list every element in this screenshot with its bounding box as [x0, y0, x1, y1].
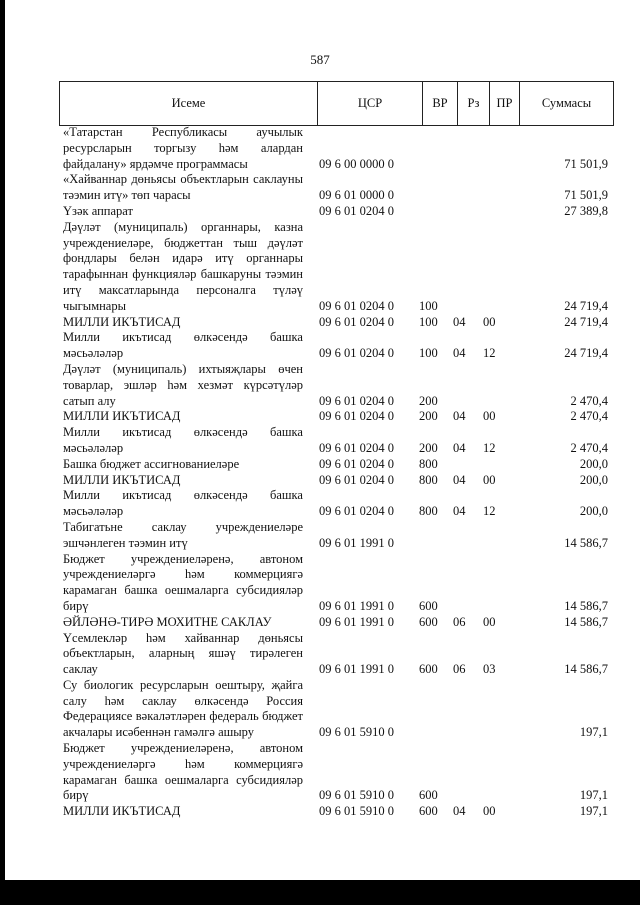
cell-sum: 14 586,7 — [564, 662, 608, 677]
cell-sum: 200,0 — [579, 504, 608, 519]
cell-sum: 2 470,4 — [570, 440, 608, 455]
cell-pr: 00 — [483, 472, 496, 487]
cell-name: Дәүләт (муниципаль) ихтыяҗлары өчен товарлар, эшләр һәм хезмәт күрсәтүләр сатып алу — [63, 361, 303, 408]
cell-name: Башка бюджет ассигнованиеләре — [63, 456, 240, 471]
table-row — [63, 552, 608, 615]
cell-pr: 12 — [483, 346, 496, 361]
cell-rz: 04 — [453, 472, 466, 487]
table-row — [63, 631, 608, 678]
cell-rz: 04 — [453, 440, 466, 455]
cell-name: Табигатьне саклау учреждениеләре эшчәнлеген тәэмин итү — [63, 519, 303, 550]
table-row — [63, 362, 608, 409]
cell-sum: 197,1 — [579, 788, 608, 803]
table-row — [63, 473, 608, 489]
cell-vr: 600 — [419, 662, 438, 677]
cell-name: Милли икътисад өлкәсендә башка мәсьәләләр — [63, 488, 303, 519]
table-row — [63, 409, 608, 425]
cell-pr: 12 — [483, 440, 496, 455]
table-row — [63, 457, 608, 473]
cell-sum: 200,0 — [579, 472, 608, 487]
scan-left-edge — [0, 0, 5, 880]
cell-name: Милли икътисад өлкәсендә башка мәсьәләләр — [63, 330, 303, 361]
cell-vr: 100 — [419, 314, 438, 329]
cell-vr: 800 — [419, 456, 438, 471]
cell-csr: 09 6 01 0204 0 — [319, 346, 394, 361]
table-row — [63, 425, 608, 457]
cell-pr: 03 — [483, 662, 496, 677]
cell-csr: 09 6 01 5910 0 — [319, 804, 394, 819]
cell-csr: 09 6 01 0204 0 — [319, 314, 394, 329]
cell-name: МИЛЛИ ИКЪТИСАД — [63, 472, 181, 487]
cell-vr: 100 — [419, 346, 438, 361]
cell-vr: 600 — [419, 788, 438, 803]
cell-csr: 09 6 01 0204 0 — [319, 440, 394, 455]
cell-csr: 09 6 01 1991 0 — [319, 662, 394, 677]
cell-name: МИЛЛИ ИКЪТИСАД — [63, 409, 181, 424]
cell-pr: 00 — [483, 614, 496, 629]
cell-sum: 197,1 — [579, 804, 608, 819]
cell-csr: 09 6 01 0204 0 — [319, 472, 394, 487]
cell-sum: 200,0 — [579, 456, 608, 471]
cell-rz: 04 — [453, 346, 466, 361]
cell-csr: 09 6 01 0204 0 — [319, 456, 394, 471]
table-row — [63, 315, 608, 331]
cell-pr: 12 — [483, 504, 496, 519]
cell-pr: 00 — [483, 804, 496, 819]
scan-bottom-edge — [0, 880, 640, 905]
cell-vr: 800 — [419, 504, 438, 519]
cell-rz: 04 — [453, 504, 466, 519]
table-row — [63, 488, 608, 520]
table-row — [63, 520, 608, 552]
cell-vr: 200 — [419, 440, 438, 455]
cell-rz: 04 — [453, 409, 466, 424]
cell-name: Үсемлекләр һәм хайваннар дөньясы объектларын, аларның яшәү тирәлеген саклау — [63, 630, 303, 677]
cell-sum: 71 501,9 — [564, 156, 608, 171]
table-row — [63, 330, 608, 362]
cell-sum: 2 470,4 — [570, 409, 608, 424]
cell-csr: 09 6 01 1991 0 — [319, 614, 394, 629]
cell-rz: 06 — [453, 662, 466, 677]
cell-name: Бюджет учреждениеләренә, автоном учреждениеләргә һәм коммерциягә карамаган башка оешмаларга субсидияләр бирү — [63, 551, 303, 613]
cell-vr: 600 — [419, 614, 438, 629]
cell-rz: 06 — [453, 614, 466, 629]
cell-vr: 100 — [419, 298, 438, 313]
cell-sum: 24 719,4 — [564, 298, 608, 313]
table-row — [63, 615, 608, 631]
cell-vr: 800 — [419, 472, 438, 487]
cell-csr: 09 6 01 0204 0 — [319, 504, 394, 519]
cell-name: «Татарстан Республикасы аучылык ресурсларын торгызу һәм алардан файдалану» ярдәмче программасы — [63, 125, 303, 171]
cell-name: Милли икътисад өлкәсендә башка мәсьәләләр — [63, 425, 303, 455]
header-name: Исеме — [60, 82, 318, 125]
cell-name: Су биологик ресурсларын оештыру, җайга салу һәм саклау өлкәсендә Россия Федерациясе вәкаләтләрен федераль бюджет акчалары исәбеннән гамәлгә ашыру — [63, 677, 303, 740]
table-row — [63, 741, 608, 804]
cell-name: «Хайваннар дөньясы объектларын саклауны тәэмин итү» төп чарасы — [63, 172, 303, 203]
cell-vr: 200 — [419, 409, 438, 424]
cell-csr: 09 6 01 1991 0 — [319, 598, 394, 613]
table-row — [63, 220, 608, 315]
cell-name: МИЛЛИ ИКЪТИСАД — [63, 804, 181, 819]
cell-sum: 27 389,8 — [564, 203, 608, 218]
cell-name: ӘЙЛӘНӘ-ТИРӘ МОХИТНЕ САКЛАУ — [63, 614, 272, 629]
header-vr: ВР — [423, 82, 458, 125]
cell-csr: 09 6 01 0204 0 — [319, 409, 394, 424]
cell-name: МИЛЛИ ИКЪТИСАД — [63, 314, 181, 329]
cell-sum: 24 719,4 — [564, 346, 608, 361]
cell-csr: 09 6 01 0000 0 — [319, 188, 394, 203]
table-body — [63, 125, 608, 820]
cell-pr: 00 — [483, 314, 496, 329]
cell-vr: 600 — [419, 598, 438, 613]
cell-sum: 14 586,7 — [564, 535, 608, 550]
cell-csr: 09 6 01 0204 0 — [319, 203, 394, 218]
cell-csr: 09 6 01 0204 0 — [319, 393, 394, 408]
cell-vr: 200 — [419, 393, 438, 408]
cell-pr: 00 — [483, 409, 496, 424]
cell-sum: 14 586,7 — [564, 598, 608, 613]
header-rz: Рз — [458, 82, 490, 125]
header-sum: Суммасы — [541, 96, 592, 110]
cell-csr: 09 6 00 0000 0 — [319, 156, 394, 171]
table-row — [63, 172, 608, 204]
table-row — [63, 678, 608, 741]
table-row — [63, 204, 608, 220]
cell-sum: 2 470,4 — [570, 393, 608, 408]
cell-sum: 24 719,4 — [564, 314, 608, 329]
table-row — [63, 125, 608, 172]
header-csr: ЦСР — [318, 82, 423, 125]
cell-vr: 600 — [419, 804, 438, 819]
cell-sum: 14 586,7 — [564, 614, 608, 629]
cell-csr: 09 6 01 1991 0 — [319, 535, 394, 550]
header-pr: ПР — [490, 82, 520, 125]
cell-csr: 09 6 01 5910 0 — [319, 725, 394, 740]
table-header — [59, 81, 614, 126]
cell-csr: 09 6 01 0204 0 — [319, 298, 394, 313]
table-row — [63, 804, 608, 820]
cell-rz: 04 — [453, 804, 466, 819]
cell-name: Бюджет учреждениеләренә, автоном учреждениеләргә һәм коммерциягә карамаган башка оешмаларга субсидияләр бирү — [63, 741, 303, 803]
cell-name: Үзәк аппарат — [63, 203, 133, 218]
cell-sum: 197,1 — [579, 725, 608, 740]
cell-name: Дәүләт (муниципаль) органнары, казна учреждениеләре, бюджеттан тыш дәүләт фондлары белән идарә итү органнары тарафыннан функцияләр башкаруны тәэмин итү максатларында персоналга түләү чыгымнары — [63, 219, 303, 313]
cell-csr: 09 6 01 5910 0 — [319, 788, 394, 803]
page-number: 587 — [310, 52, 330, 67]
cell-rz: 04 — [453, 314, 466, 329]
cell-sum: 71 501,9 — [564, 188, 608, 203]
